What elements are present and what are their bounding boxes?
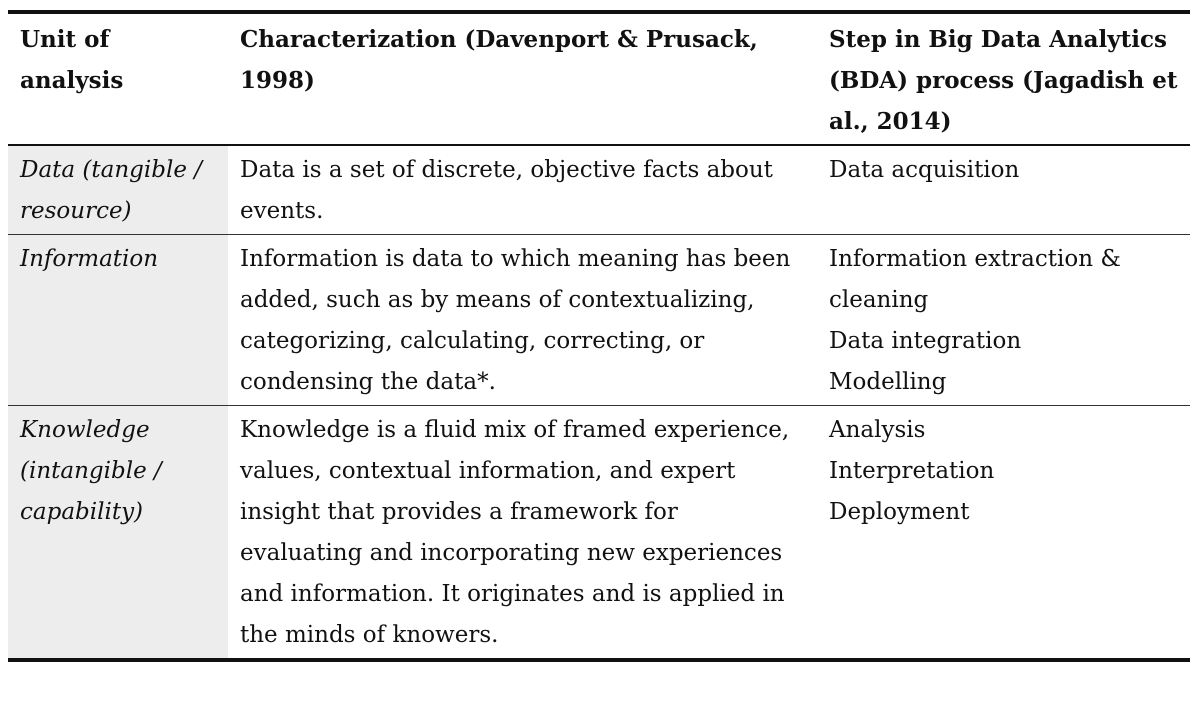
step-item: Deployment xyxy=(829,499,970,525)
step-item: Modelling xyxy=(829,369,947,395)
table-header xyxy=(8,12,1190,145)
row-unit: Data (tangible / resource) xyxy=(8,145,228,235)
row-characterization: Data is a set of discrete, objective facts about events. xyxy=(240,157,773,224)
header-unit-of-analysis: Unit of analysis xyxy=(8,12,228,145)
row-unit: Knowledge (intangible / capability) xyxy=(8,406,228,661)
row-characterization: Knowledge is a fluid mix of framed experience, values, contextual information, and expert insight that provides a framework for evaluating and incorporating new experiences and information. It originates and is applied in the minds of knowers. xyxy=(240,417,790,648)
row-steps xyxy=(817,235,1190,406)
data-information-knowledge-table xyxy=(8,10,1190,662)
row-steps xyxy=(817,406,1190,661)
header-row xyxy=(8,12,1190,145)
row-steps xyxy=(817,145,1190,235)
table-body xyxy=(8,145,1190,660)
header-bda-step: Step in Big Data Analytics (BDA) process (Jagadish et al., 2014) xyxy=(817,12,1190,145)
step-item: Data acquisition xyxy=(829,157,1020,183)
step-item: Interpretation xyxy=(829,458,995,484)
table-row xyxy=(8,235,1190,406)
table-row xyxy=(8,145,1190,235)
table-row xyxy=(8,406,1190,661)
step-item: Analysis xyxy=(829,417,926,443)
table xyxy=(8,10,1190,662)
header-characterization: Characterization (Davenport & Prusack, 1998) xyxy=(228,12,817,145)
row-characterization: Information is data to which meaning has been added, such as by means of contextualizing, categorizing, calculating, correcting, or condensing the data*. xyxy=(240,246,791,395)
step-item: Data integration xyxy=(829,328,1022,354)
step-item: Information extraction & cleaning xyxy=(829,246,1121,313)
row-unit: Information xyxy=(8,235,228,406)
